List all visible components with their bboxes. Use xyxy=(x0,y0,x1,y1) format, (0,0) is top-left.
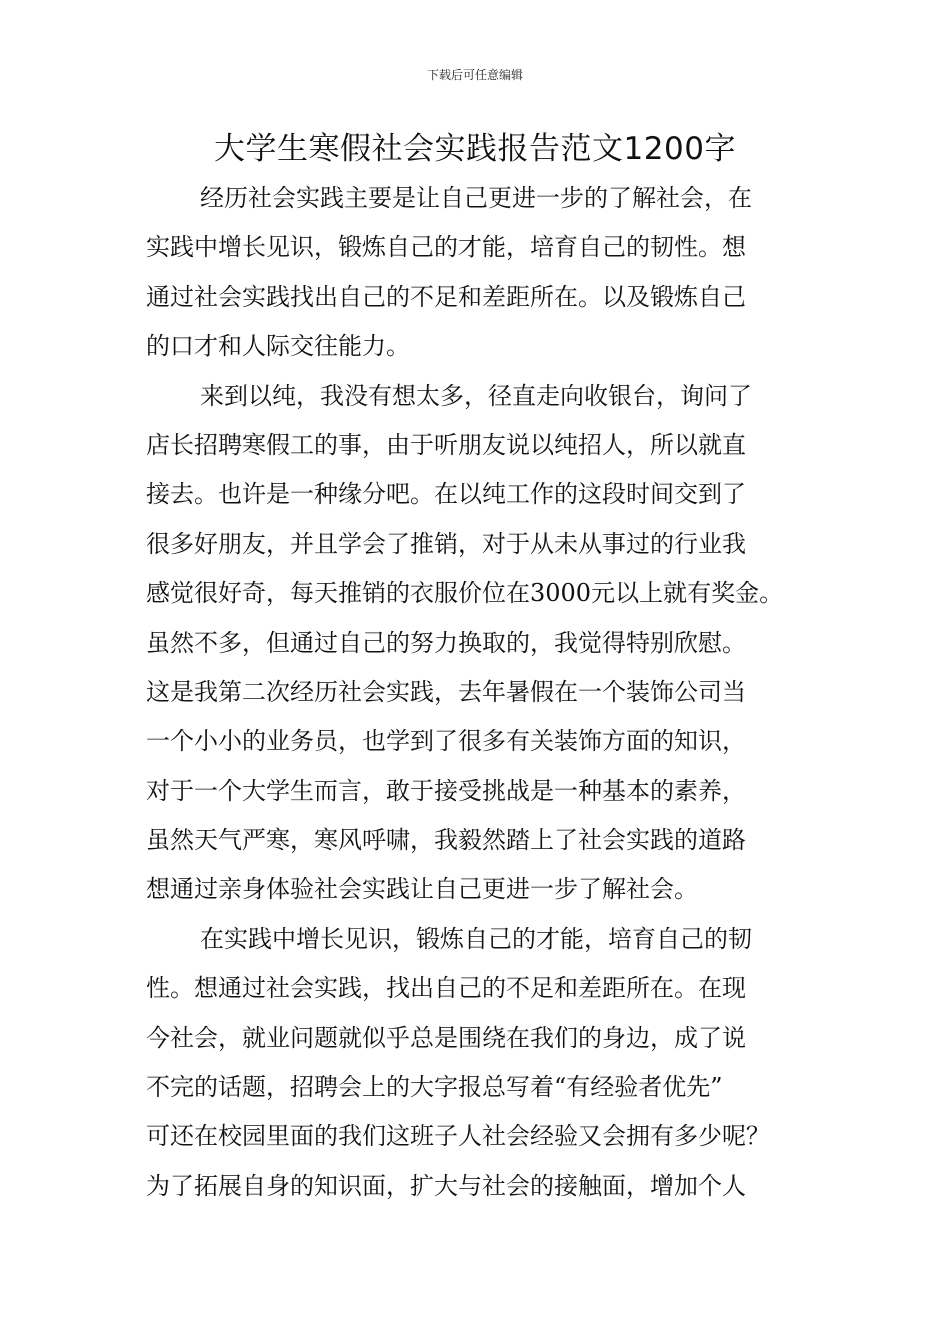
paragraph-2-line-11: 想通过亲身体验社会实践让自己更进一步了解社会。 xyxy=(146,875,698,904)
paragraph-2-line-9: 对于一个大学生而言，敢于接受挑战是一种基本的素养， xyxy=(146,776,746,805)
paragraph-1-line-2: 实践中增长见识，锻炼自己的才能，培育自己的韧性。想 xyxy=(146,233,746,262)
paragraph-2-line-1: 来到以纯，我没有想太多，径直走向收银台，询问了 xyxy=(200,381,752,410)
paragraph-3-line-2: 性。想通过社会实践，找出自己的不足和差距所在。在现 xyxy=(146,974,746,1003)
document-title: 大学生寒假社会实践报告范文1200字 xyxy=(214,131,736,167)
paragraph-1-line-1: 经历社会实践主要是让自己更进一步的了解社会，在 xyxy=(200,184,752,212)
paragraph-2-line-10: 虽然天气严寒，寒风呼啸，我毅然踏上了社会实践的道路 xyxy=(146,826,746,855)
paragraph-3-line-4: 不完的话题，招聘会上的大字报总写着“有经验者优先” xyxy=(146,1073,723,1102)
paragraph-2-line-2: 店长招聘寒假工的事，由于听朋友说以纯招人，所以就直 xyxy=(146,430,746,459)
paragraph-3-line-6: 为了拓展自身的知识面，扩大与社会的接触面，增加个人 xyxy=(146,1171,746,1200)
document-body xyxy=(146,174,816,1211)
paragraph-1-line-3: 通过社会实践找出自己的不足和差距所在。以及锻炼自己 xyxy=(146,282,746,311)
header-note: 下载后可任意编辑 xyxy=(426,68,523,82)
paragraph-2-line-8: 一个小小的业务员，也学到了很多有关装饰方面的知识， xyxy=(146,727,746,756)
paragraph-3-line-5: 可还在校园里面的我们这班子人社会经验又会拥有多少呢？ xyxy=(146,1122,770,1151)
paragraph-2-line-4: 很多好朋友，并且学会了推销，对于从未从事过的行业我 xyxy=(146,529,746,558)
paragraph-2-line-5: 感觉很好奇，每天推销的衣服价位在3000元以上就有奖金。 xyxy=(146,579,784,608)
paragraph-2-line-3: 接去。也许是一种缘分吧。在以纯工作的这段时间交到了 xyxy=(146,480,746,509)
paragraph-2-line-6: 虽然不多，但通过自己的努力换取的，我觉得特别欣慰。 xyxy=(146,628,746,657)
paragraph-3-line-1: 在实践中增长见识，锻炼自己的才能，培育自己的韧 xyxy=(200,924,752,953)
paragraph-3-line-3: 今社会，就业问题就似乎总是围绕在我们的身边，成了说 xyxy=(146,1023,746,1052)
paragraph-1-line-4: 的口才和人际交往能力。 xyxy=(146,332,410,361)
paragraph-2-line-7: 这是我第二次经历社会实践，去年暑假在一个装饰公司当 xyxy=(146,677,746,706)
